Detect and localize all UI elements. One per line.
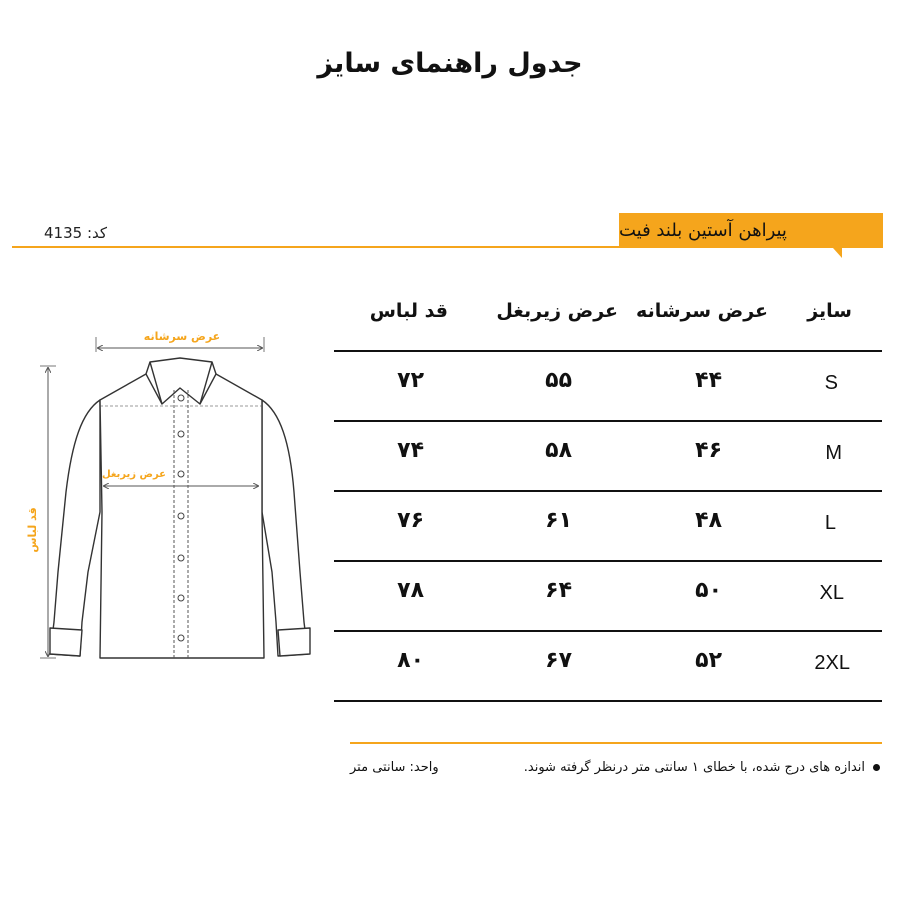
cell-chest: ۵۸ — [545, 438, 572, 463]
table-row — [334, 422, 882, 492]
header-divider — [12, 246, 619, 248]
cell-length: ۷۲ — [397, 368, 424, 393]
table-row — [334, 492, 882, 562]
cell-size: XL — [819, 582, 844, 604]
cell-length: ۷۴ — [397, 438, 424, 463]
footer-divider — [350, 742, 882, 744]
banner-tail — [833, 248, 842, 258]
product-code: کد: 4135 — [44, 224, 108, 242]
cell-shoulder: ۴۶ — [695, 438, 722, 463]
table-row — [334, 352, 882, 422]
cell-shoulder: ۵۲ — [695, 648, 722, 673]
cell-chest: ۵۵ — [545, 368, 572, 393]
header-length: قد لباس — [369, 300, 448, 322]
chest-label: عرض زیربغل — [101, 469, 167, 480]
cell-length: ۷۸ — [397, 578, 424, 603]
unit-label: واحد: سانتی متر — [350, 760, 439, 775]
table-header — [334, 290, 882, 352]
page-title: جدول راهنمای سایز — [317, 48, 583, 79]
cell-shoulder: ۵۰ — [695, 578, 722, 603]
tolerance-note-text: اندازه های درج شده، با خطای ۱ سانتی متر درنظر گرفته شوند. — [523, 760, 865, 775]
cell-length: ۸۰ — [397, 648, 424, 673]
product-banner — [619, 213, 883, 248]
header-chest: عرض زیربغل — [496, 300, 618, 322]
cell-length: ۷۶ — [397, 508, 424, 533]
table-row — [334, 562, 882, 632]
cell-size: L — [824, 512, 836, 534]
product-name: پیراهن آستین بلند فیت — [619, 220, 787, 241]
tolerance-note — [524, 760, 880, 775]
header-size: سایز — [807, 300, 852, 322]
cell-chest: ۶۷ — [545, 648, 572, 673]
cell-shoulder: ۴۴ — [695, 368, 722, 393]
cell-size: M — [825, 442, 842, 464]
table-row — [334, 632, 882, 702]
cell-size: S — [824, 372, 838, 394]
size-table — [334, 290, 882, 702]
cell-size: 2XL — [814, 652, 850, 674]
length-measure-line — [40, 366, 56, 658]
cell-chest: ۶۱ — [545, 508, 572, 533]
cell-shoulder: ۴۸ — [695, 508, 722, 533]
length-label: قد لباس — [26, 507, 39, 553]
shirt-diagram — [22, 322, 322, 672]
shoulder-label: عرض سرشانه — [143, 330, 221, 343]
cell-chest: ۶۴ — [545, 578, 572, 603]
bullet-icon — [873, 764, 880, 771]
header-shoulder: عرض سرشانه — [636, 300, 768, 322]
